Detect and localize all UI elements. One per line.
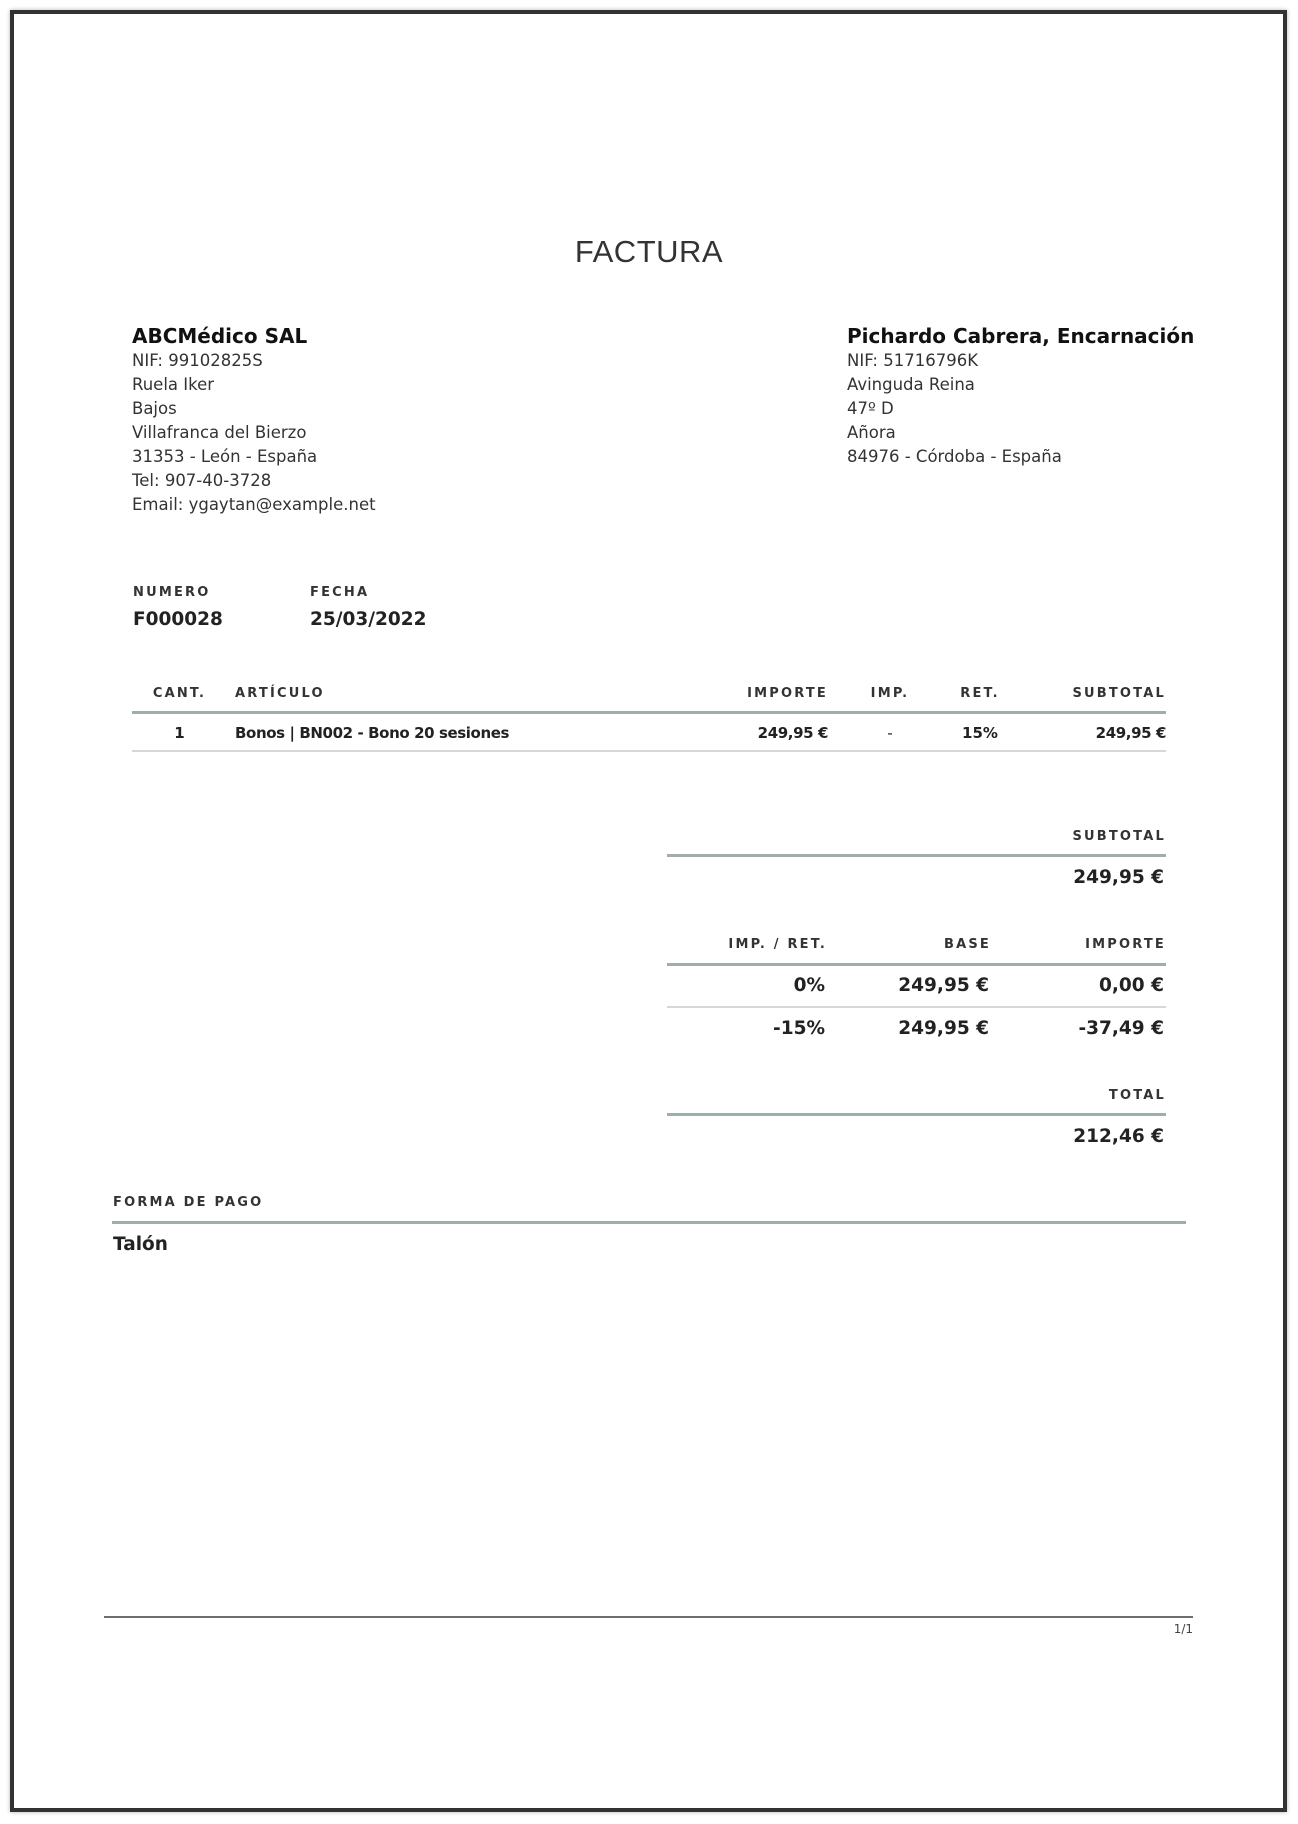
tax-importe: 0,00 €	[1099, 975, 1164, 996]
customer-street: Avinguda Reina	[847, 375, 975, 394]
tax-base: 249,95 €	[898, 975, 989, 996]
header-cant: CANT.	[152, 686, 207, 701]
header-imp: IMP.	[870, 686, 910, 701]
tax-header-base: BASE	[943, 937, 991, 952]
tax-importe: -37,49 €	[1078, 1018, 1164, 1039]
tax-header-rule	[667, 963, 1166, 966]
customer-postal: 84976 - Córdoba - España	[847, 447, 1062, 466]
customer-floor: 47º D	[847, 399, 894, 418]
issuer-name: ABCMédico SAL	[132, 324, 308, 348]
page-frame	[10, 10, 1287, 1812]
issuer-floor: Bajos	[132, 399, 177, 418]
row-articulo: Bonos | BN002 - Bono 20 sesiones	[235, 724, 510, 742]
fecha-label: FECHA	[310, 585, 370, 600]
customer-block	[847, 323, 1194, 469]
page-number: 1/1	[1173, 1622, 1193, 1636]
tax-row-rule	[667, 1006, 1166, 1008]
payment-value: Talón	[113, 1234, 168, 1255]
header-subtotal: SUBTOTAL	[1072, 686, 1166, 701]
header-articulo: ARTÍCULO	[235, 686, 325, 701]
row-cant: 1	[174, 724, 185, 742]
total-label: TOTAL	[1108, 1088, 1166, 1103]
numero-label: NUMERO	[133, 585, 211, 600]
issuer-postal: 31353 - León - España	[132, 447, 318, 466]
tax-header-rate: IMP. / RET.	[728, 937, 827, 952]
issuer-email: Email: ygaytan@example.net	[132, 495, 376, 514]
issuer-street: Ruela Iker	[132, 375, 215, 394]
items-header-rule	[132, 711, 1166, 714]
document-title: FACTURA	[574, 234, 724, 269]
subtotal-value: 249,95 €	[1073, 867, 1164, 888]
issuer-nif: NIF: 99102825S	[132, 351, 263, 370]
items-row-rule	[132, 750, 1166, 752]
numero-value: F000028	[133, 609, 223, 630]
row-ret: 15%	[962, 724, 998, 742]
customer-name: Pichardo Cabrera, Encarnación	[847, 324, 1195, 348]
tax-rate: -15%	[773, 1018, 825, 1039]
subtotal-label: SUBTOTAL	[1072, 829, 1166, 844]
footer-rule	[104, 1616, 1193, 1618]
subtotal-rule	[667, 854, 1166, 857]
issuer-phone: Tel: 907-40-3728	[132, 471, 272, 490]
row-imp: -	[887, 724, 893, 742]
row-importe: 249,95 €	[757, 724, 828, 742]
issuer-city: Villafranca del Bierzo	[132, 423, 307, 442]
tax-header-importe: IMPORTE	[1085, 937, 1166, 952]
total-rule	[667, 1113, 1166, 1116]
fecha-value: 25/03/2022	[310, 609, 427, 630]
payment-label: FORMA DE PAGO	[113, 1195, 264, 1210]
tax-base: 249,95 €	[898, 1018, 989, 1039]
total-value: 212,46 €	[1073, 1126, 1164, 1147]
issuer-block	[132, 323, 376, 517]
customer-city: Añora	[847, 423, 896, 442]
customer-nif: NIF: 51716796K	[847, 351, 979, 370]
row-subtotal: 249,95 €	[1095, 724, 1166, 742]
header-ret: RET.	[960, 686, 1000, 701]
payment-rule	[112, 1221, 1186, 1224]
header-importe: IMPORTE	[747, 686, 828, 701]
tax-rate: 0%	[793, 975, 825, 996]
